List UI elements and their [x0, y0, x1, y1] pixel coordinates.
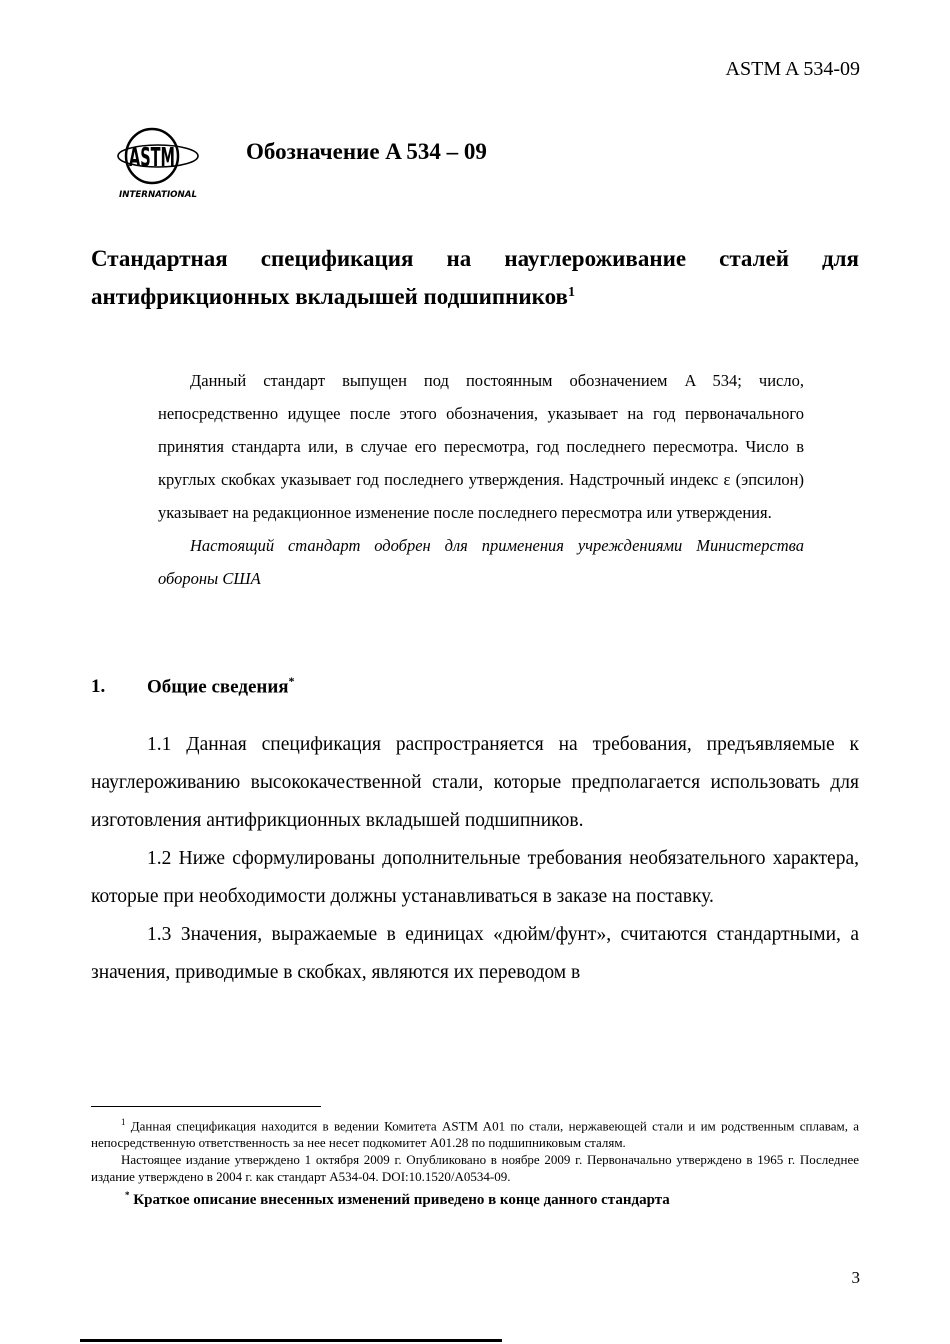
- footnote-2-text: Краткое описание внесенных изменений приведено в конце данного стандарта: [133, 1192, 670, 1209]
- svg-text:INTERNATIONAL: INTERNATIONAL: [119, 190, 197, 200]
- designation: Обозначение A 534 – 09: [246, 139, 487, 164]
- section-number: 1.: [91, 676, 106, 698]
- preamble: [158, 364, 804, 595]
- approval-note: Настоящий стандарт одобрен для применения учреждениями Министерства обороны США: [158, 536, 804, 588]
- astm-logo: [118, 126, 200, 200]
- paragraph-1-2: 1.2 Ниже сформулированы дополнительные требования необязательного характера, которые при необходимости должны устанавливаться в заказе на поставку.: [91, 848, 859, 907]
- footnote-1-edition: Настоящее издание утверждено 1 октября 2009 г. Опубликовано в ноябре 2009 г. Первоначально утверждено в 1965 г. Последнее издание утверждено в 2004 г. как стандарт A534-04. DOI:10.1520/A0534-09.: [91, 1152, 859, 1185]
- footnote-1: [91, 1114, 859, 1151]
- footnote-1-text: Данная спецификация находится в ведении Комитета ASTM A01 по стали, нержавеющей стали и им родственным сплавам, а непосредственную ответственность за нее несет подкомитет A01.28 по подшипниковым сталям.: [91, 1118, 860, 1151]
- standard-code-header: ASTM A 534-09: [725, 58, 860, 80]
- paragraph-1-3: 1.3 Значения, выражаемые в единицах «дюйм/фунт», считаются стандартными, а значения, приводимые в скобках, являются их переводом в: [91, 924, 859, 983]
- bottom-rule: [80, 1339, 502, 1342]
- footnote-separator: [91, 1106, 321, 1107]
- paragraph-1-1: 1.1 Данная спецификация распространяется на требования, предъявляемые к науглероживанию высококачественной стали, которые предполагается использовать для изготовления антифрикционных вкладышей подшипников.: [91, 734, 859, 831]
- section-body: [91, 726, 859, 992]
- preamble-paragraph: Данный стандарт выпущен под постоянным обозначением A 534; число, непосредственно идущее после этого обозначения, указывает на год первоначального принятия стандарта или, в случае его пересмотра, год последнего пересмотра. Число в круглых скобках указывает год последнего утверждения. Надстрочный индекс ε (эпсилон) указывает на редакционное изменение после последнего пересмотра или утверждения.: [158, 371, 804, 522]
- footnote-2-marker: *: [125, 1190, 130, 1201]
- section-heading: [91, 674, 295, 698]
- title-footnote-ref[interactable]: 1: [567, 285, 575, 300]
- svg-text:ASTM: ASTM: [129, 143, 175, 173]
- footnotes: [91, 1114, 859, 1209]
- footnote-2: [91, 1187, 859, 1209]
- title-text: Стандартная спецификация на науглероживание сталей для антифрикционных вкладышей подшипников: [91, 246, 859, 309]
- document-title: [91, 240, 859, 316]
- page-number: 3: [851, 1268, 860, 1287]
- section-title: Общие сведения: [147, 676, 289, 698]
- footnote-1-marker: 1: [121, 1117, 126, 1127]
- section-footnote-marker[interactable]: *: [288, 674, 295, 688]
